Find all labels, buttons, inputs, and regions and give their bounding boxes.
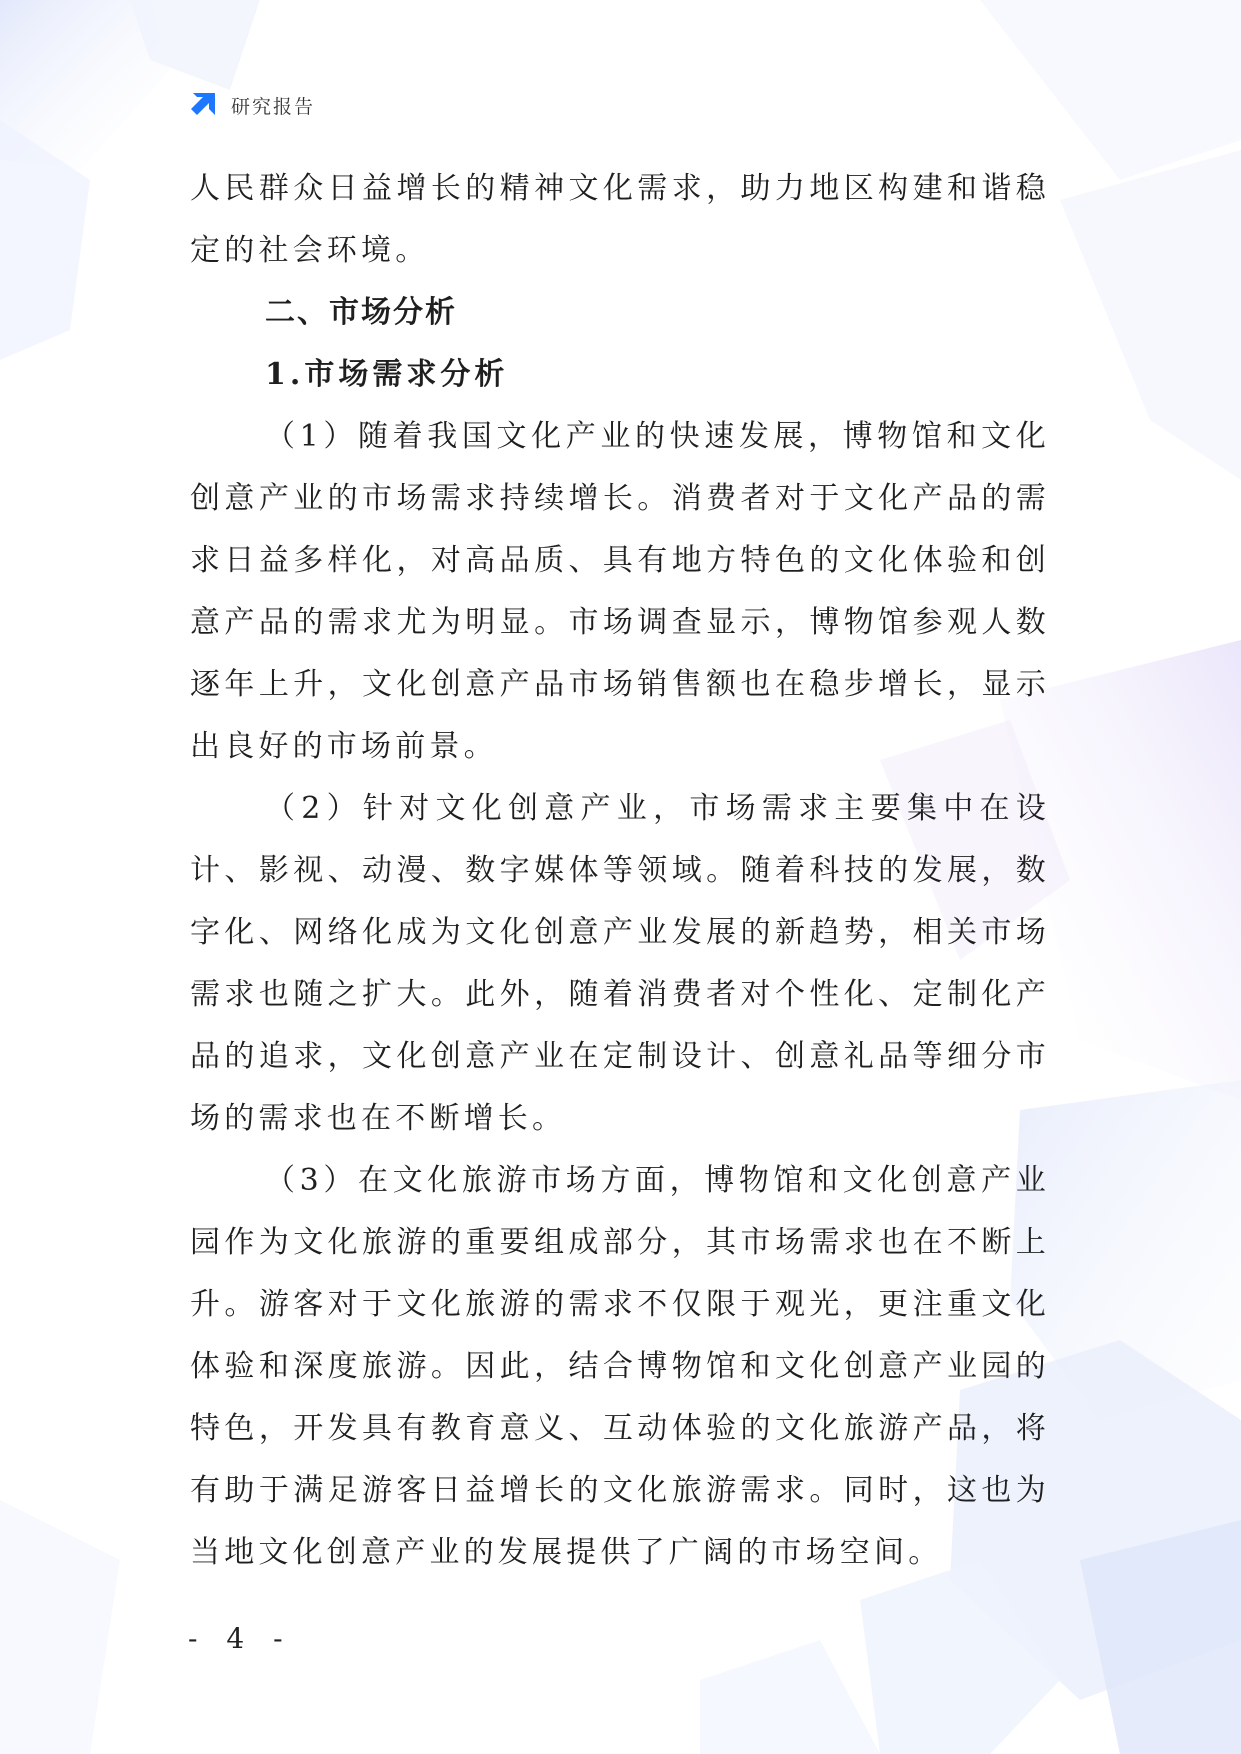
body-paragraph: （3）在文化旅游市场方面，博物馆和文化创意产业园作为文化旅游的重要组成部分，其市场需求也在不断上升。游客对于文化旅游的需求不仅限于观光，更注重文化体验和深度旅游。因此，结合博物馆和文化创意产业园的特色，开发具有教育意义、互动体验的文化旅游产品，将有助于满足游客日益增长的文化旅游需求。同时，这也为当地文化创意产业的发展提供了广阔的市场空间。 (190, 1163, 1050, 1570)
report-header (187, 88, 315, 122)
body-paragraph: （1）随着我国文化产业的快速发展，博物馆和文化创意产业的市场需求持续增长。消费者对于文化产品的需求日益多样化，对高品质、具有地方特色的文化体验和创意产品的需求尤为明显。市场调查显示，博物馆参观人数逐年上升，文化创意产品市场销售额也在稳步增长，显示出良好的市场前景。 (190, 419, 1050, 764)
page-number: - 4 - (188, 1622, 293, 1655)
document-body (190, 158, 1050, 1584)
arrow-logo-icon (187, 89, 219, 121)
subsection-heading: 1.市场需求分析 (265, 357, 509, 392)
header-title: 研究报告 (231, 95, 316, 118)
continuation-paragraph: 人民群众日益增长的精神文化需求，助力地区构建和谐稳定的社会环境。 (190, 171, 1050, 268)
body-paragraph: （2）针对文化创意产业，市场需求主要集中在设计、影视、动漫、数字媒体等领域。随着科技的发展，数字化、网络化成为文化创意产业发展的新趋势，相关市场需求也随之扩大。此外，随着消费者对个性化、定制化产品的追求，文化创意产业在定制设计、创意礼品等细分市场的需求也在不断增长。 (190, 791, 1050, 1136)
section-heading: 二、市场分析 (265, 295, 457, 330)
